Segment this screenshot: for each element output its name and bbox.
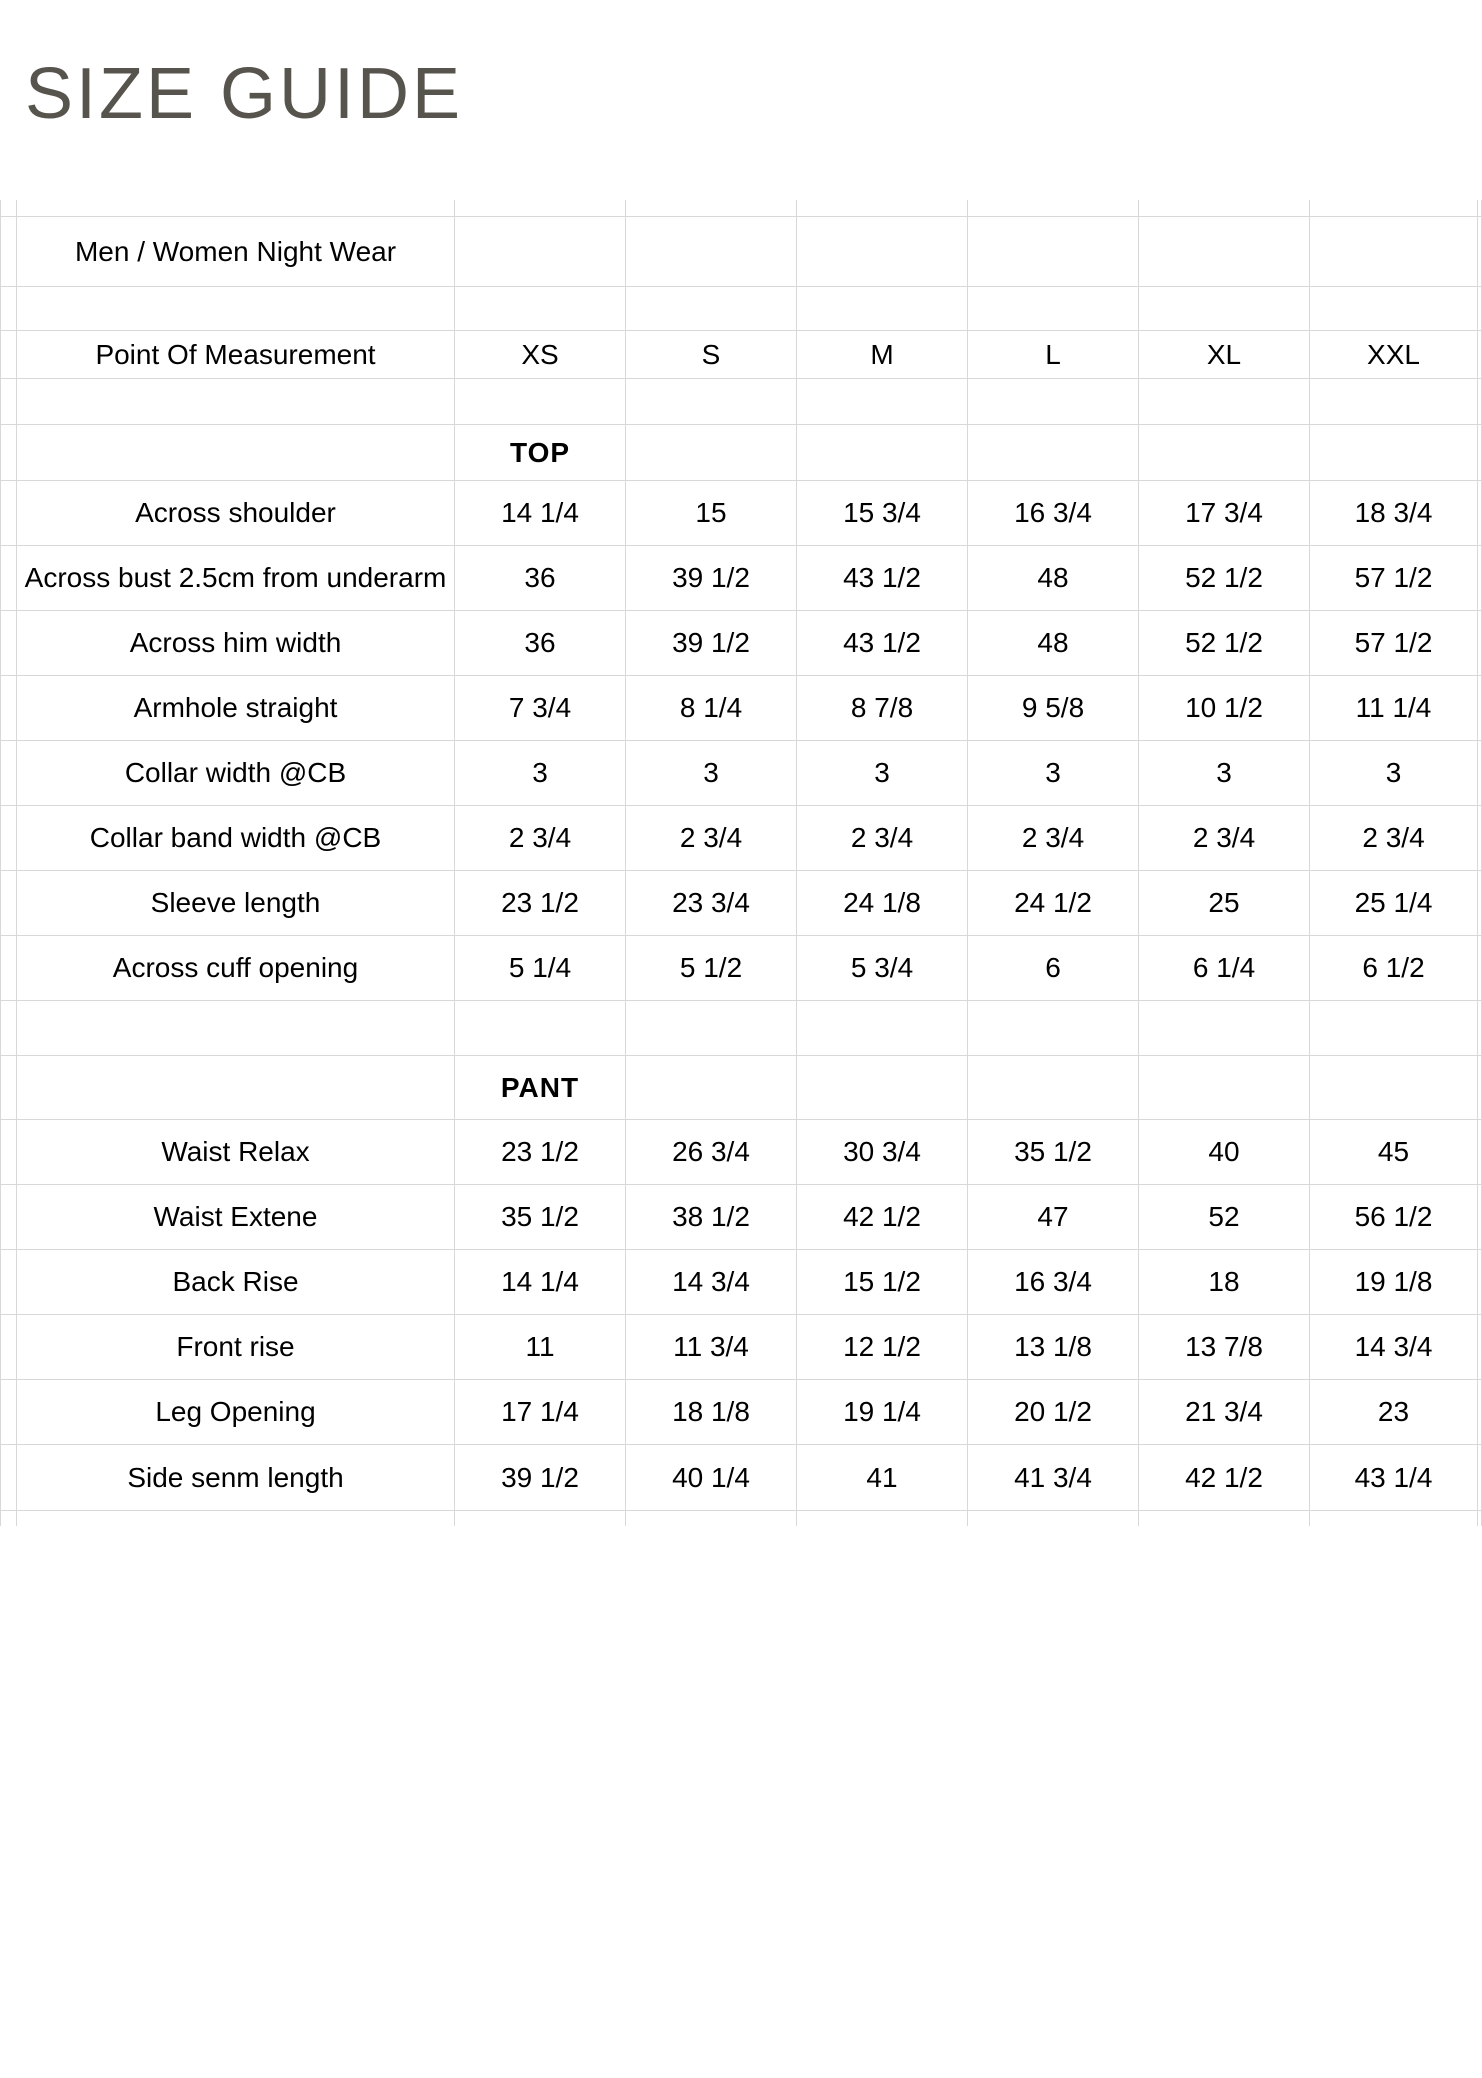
grid-cell bbox=[1310, 379, 1478, 425]
table-row bbox=[0, 1380, 1482, 1445]
size-value: 3 bbox=[968, 741, 1139, 806]
size-value: 14 1/4 bbox=[455, 481, 626, 546]
grid-cell bbox=[17, 287, 455, 331]
table-row bbox=[0, 1315, 1482, 1380]
grid-cell bbox=[455, 379, 626, 425]
size-value: 2 3/4 bbox=[797, 806, 968, 871]
size-column-header-xxl: XXL bbox=[1310, 331, 1478, 379]
grid-cell bbox=[0, 1120, 17, 1185]
size-guide-table bbox=[0, 200, 1482, 1526]
grid-cell bbox=[1310, 1001, 1478, 1056]
grid-cell bbox=[968, 1511, 1139, 1526]
size-value: 39 1/2 bbox=[626, 546, 797, 611]
size-value: 15 3/4 bbox=[797, 481, 968, 546]
size-value: 56 1/2 bbox=[1310, 1185, 1478, 1250]
grid-cell bbox=[1478, 546, 1482, 611]
grid-cell bbox=[797, 379, 968, 425]
grid-cell bbox=[455, 217, 626, 287]
size-value: 13 1/8 bbox=[968, 1315, 1139, 1380]
grid-cell bbox=[797, 1001, 968, 1056]
size-value: 18 bbox=[1139, 1250, 1310, 1315]
measurement-label: Waist Extene bbox=[17, 1185, 455, 1250]
grid-cell bbox=[17, 200, 455, 217]
grid-cell bbox=[0, 1445, 17, 1511]
size-value: 3 bbox=[1310, 741, 1478, 806]
grid-cell bbox=[0, 1056, 17, 1120]
size-value: 23 1/2 bbox=[455, 1120, 626, 1185]
grid-cell bbox=[0, 200, 17, 217]
page-title: SIZE GUIDE bbox=[25, 54, 464, 134]
measurement-label: Across cuff opening bbox=[17, 936, 455, 1001]
size-value: 2 3/4 bbox=[968, 806, 1139, 871]
measurement-label: Back Rise bbox=[17, 1250, 455, 1315]
grid-cell bbox=[0, 1380, 17, 1445]
grid-cell bbox=[1478, 1120, 1482, 1185]
size-value: 8 7/8 bbox=[797, 676, 968, 741]
grid-cell bbox=[1478, 741, 1482, 806]
grid-cell bbox=[968, 287, 1139, 331]
grid-cell bbox=[626, 1056, 797, 1120]
grid-cell bbox=[968, 217, 1139, 287]
size-value: 43 1/4 bbox=[1310, 1445, 1478, 1511]
size-column-header-s: S bbox=[626, 331, 797, 379]
measurement-label: Front rise bbox=[17, 1315, 455, 1380]
size-value: 40 1/4 bbox=[626, 1445, 797, 1511]
grid-cell bbox=[968, 425, 1139, 481]
grid-cell bbox=[1310, 1056, 1478, 1120]
size-value: 3 bbox=[797, 741, 968, 806]
section-header-row-top bbox=[0, 425, 1482, 481]
category-header: Men / Women Night Wear bbox=[17, 217, 455, 287]
grid-cell bbox=[0, 217, 17, 287]
size-value: 17 1/4 bbox=[455, 1380, 626, 1445]
grid-cell bbox=[0, 546, 17, 611]
grid-cell bbox=[968, 1001, 1139, 1056]
grid-cell bbox=[0, 331, 17, 379]
grid-cell bbox=[797, 1056, 968, 1120]
grid-cell bbox=[1310, 425, 1478, 481]
size-value: 6 bbox=[968, 936, 1139, 1001]
size-value: 9 5/8 bbox=[968, 676, 1139, 741]
grid-cell bbox=[1478, 1445, 1482, 1511]
size-value: 23 3/4 bbox=[626, 871, 797, 936]
grid-cell bbox=[0, 287, 17, 331]
grid-cell bbox=[0, 611, 17, 676]
section-label-top: TOP bbox=[455, 425, 626, 481]
size-value: 3 bbox=[1139, 741, 1310, 806]
size-value: 24 1/2 bbox=[968, 871, 1139, 936]
size-value: 41 bbox=[797, 1445, 968, 1511]
size-value: 16 3/4 bbox=[968, 481, 1139, 546]
size-value: 5 1/4 bbox=[455, 936, 626, 1001]
size-value: 14 1/4 bbox=[455, 1250, 626, 1315]
grid-cell bbox=[1139, 217, 1310, 287]
measurement-label: Armhole straight bbox=[17, 676, 455, 741]
size-value: 20 1/2 bbox=[968, 1380, 1139, 1445]
measurement-label: Leg Opening bbox=[17, 1380, 455, 1445]
grid-cell bbox=[1139, 1511, 1310, 1526]
size-value: 2 3/4 bbox=[455, 806, 626, 871]
grid-cell bbox=[626, 1511, 797, 1526]
table-row bbox=[0, 1120, 1482, 1185]
table-row bbox=[0, 611, 1482, 676]
grid-cell bbox=[0, 379, 17, 425]
grid-cell bbox=[1478, 1185, 1482, 1250]
measurement-label: Collar band width @CB bbox=[17, 806, 455, 871]
size-value: 11 1/4 bbox=[1310, 676, 1478, 741]
grid-cell bbox=[1478, 481, 1482, 546]
empty-row bbox=[0, 1001, 1482, 1056]
grid-cell bbox=[0, 871, 17, 936]
section-label-pant: PANT bbox=[455, 1056, 626, 1120]
size-value: 43 1/2 bbox=[797, 546, 968, 611]
grid-cell bbox=[1478, 200, 1482, 217]
grid-cell bbox=[1478, 1315, 1482, 1380]
grid-cell bbox=[1310, 217, 1478, 287]
grid-cell bbox=[1478, 871, 1482, 936]
grid-cell bbox=[0, 1511, 17, 1526]
size-value: 39 1/2 bbox=[455, 1445, 626, 1511]
grid-cell bbox=[1478, 379, 1482, 425]
table-row bbox=[0, 676, 1482, 741]
grid-cell bbox=[1139, 200, 1310, 217]
size-value: 3 bbox=[455, 741, 626, 806]
size-value: 6 1/4 bbox=[1139, 936, 1310, 1001]
table-row bbox=[0, 806, 1482, 871]
size-value: 16 3/4 bbox=[968, 1250, 1139, 1315]
grid-cell bbox=[17, 425, 455, 481]
size-value: 3 bbox=[626, 741, 797, 806]
grid-cell bbox=[1310, 200, 1478, 217]
size-value: 43 1/2 bbox=[797, 611, 968, 676]
measurement-label: Sleeve length bbox=[17, 871, 455, 936]
grid-cell bbox=[1478, 287, 1482, 331]
grid-cell bbox=[1478, 425, 1482, 481]
size-value: 41 3/4 bbox=[968, 1445, 1139, 1511]
grid-cell bbox=[797, 217, 968, 287]
size-value: 13 7/8 bbox=[1139, 1315, 1310, 1380]
size-value: 42 1/2 bbox=[797, 1185, 968, 1250]
measurement-label: Side senm length bbox=[17, 1445, 455, 1511]
size-value: 42 1/2 bbox=[1139, 1445, 1310, 1511]
grid-cell bbox=[1139, 1056, 1310, 1120]
size-value: 23 1/2 bbox=[455, 871, 626, 936]
table-row bbox=[0, 1250, 1482, 1315]
table-row bbox=[0, 546, 1482, 611]
size-value: 48 bbox=[968, 546, 1139, 611]
grid-cell bbox=[0, 936, 17, 1001]
table-row bbox=[0, 871, 1482, 936]
grid-stub-row-top bbox=[0, 200, 1482, 217]
size-column-header-l: L bbox=[968, 331, 1139, 379]
measurement-label: Across bust 2.5cm from underarm bbox=[17, 546, 455, 611]
grid-cell bbox=[968, 1056, 1139, 1120]
table-row bbox=[0, 936, 1482, 1001]
grid-cell bbox=[1478, 331, 1482, 379]
grid-cell bbox=[1478, 1380, 1482, 1445]
grid-cell bbox=[1478, 611, 1482, 676]
size-value: 14 3/4 bbox=[1310, 1315, 1478, 1380]
category-header-row bbox=[0, 217, 1482, 287]
grid-cell bbox=[797, 425, 968, 481]
size-value: 18 1/8 bbox=[626, 1380, 797, 1445]
size-value: 52 1/2 bbox=[1139, 546, 1310, 611]
grid-stub-row-bottom bbox=[0, 1511, 1482, 1526]
size-value: 18 3/4 bbox=[1310, 481, 1478, 546]
grid-cell bbox=[626, 379, 797, 425]
size-value: 25 1/4 bbox=[1310, 871, 1478, 936]
size-value: 17 3/4 bbox=[1139, 481, 1310, 546]
size-value: 30 3/4 bbox=[797, 1120, 968, 1185]
size-value: 12 1/2 bbox=[797, 1315, 968, 1380]
size-value: 23 bbox=[1310, 1380, 1478, 1445]
size-value: 14 3/4 bbox=[626, 1250, 797, 1315]
size-value: 19 1/8 bbox=[1310, 1250, 1478, 1315]
size-value: 24 1/8 bbox=[797, 871, 968, 936]
size-value: 15 bbox=[626, 481, 797, 546]
measurement-column-header: Point Of Measurement bbox=[17, 331, 455, 379]
section-header-row-pant bbox=[0, 1056, 1482, 1120]
grid-cell bbox=[968, 200, 1139, 217]
size-value: 6 1/2 bbox=[1310, 936, 1478, 1001]
grid-cell bbox=[17, 1056, 455, 1120]
size-value: 26 3/4 bbox=[626, 1120, 797, 1185]
size-value: 47 bbox=[968, 1185, 1139, 1250]
grid-cell bbox=[1310, 287, 1478, 331]
size-value: 2 3/4 bbox=[1139, 806, 1310, 871]
grid-cell bbox=[0, 1185, 17, 1250]
grid-cell bbox=[626, 1001, 797, 1056]
table-row bbox=[0, 1185, 1482, 1250]
measurement-label: Waist Relax bbox=[17, 1120, 455, 1185]
size-value: 5 3/4 bbox=[797, 936, 968, 1001]
grid-cell bbox=[1478, 936, 1482, 1001]
size-value: 52 bbox=[1139, 1185, 1310, 1250]
size-value: 10 1/2 bbox=[1139, 676, 1310, 741]
size-value: 5 1/2 bbox=[626, 936, 797, 1001]
grid-cell bbox=[1478, 1511, 1482, 1526]
measurement-label: Across him width bbox=[17, 611, 455, 676]
grid-cell bbox=[1478, 1056, 1482, 1120]
size-value: 2 3/4 bbox=[1310, 806, 1478, 871]
grid-cell bbox=[455, 1511, 626, 1526]
size-value: 40 bbox=[1139, 1120, 1310, 1185]
grid-cell bbox=[17, 379, 455, 425]
size-value: 39 1/2 bbox=[626, 611, 797, 676]
grid-cell bbox=[1139, 1001, 1310, 1056]
size-value: 21 3/4 bbox=[1139, 1380, 1310, 1445]
grid-cell bbox=[17, 1001, 455, 1056]
grid-cell bbox=[0, 481, 17, 546]
grid-cell bbox=[1139, 425, 1310, 481]
size-value: 11 bbox=[455, 1315, 626, 1380]
size-value: 35 1/2 bbox=[455, 1185, 626, 1250]
grid-cell bbox=[1139, 287, 1310, 331]
empty-row bbox=[0, 287, 1482, 331]
grid-cell bbox=[626, 287, 797, 331]
size-column-header-xl: XL bbox=[1139, 331, 1310, 379]
size-value: 36 bbox=[455, 611, 626, 676]
size-value: 36 bbox=[455, 546, 626, 611]
grid-cell bbox=[1310, 1511, 1478, 1526]
grid-cell bbox=[0, 425, 17, 481]
size-value: 15 1/2 bbox=[797, 1250, 968, 1315]
grid-cell bbox=[1478, 217, 1482, 287]
grid-cell bbox=[626, 217, 797, 287]
grid-cell bbox=[0, 676, 17, 741]
size-value: 45 bbox=[1310, 1120, 1478, 1185]
grid-cell bbox=[0, 1001, 17, 1056]
size-value: 57 1/2 bbox=[1310, 611, 1478, 676]
grid-cell bbox=[0, 1250, 17, 1315]
grid-cell bbox=[0, 1315, 17, 1380]
column-header-row bbox=[0, 331, 1482, 379]
grid-cell bbox=[0, 741, 17, 806]
size-value: 38 1/2 bbox=[626, 1185, 797, 1250]
size-value: 19 1/4 bbox=[797, 1380, 968, 1445]
table-row bbox=[0, 481, 1482, 546]
grid-cell bbox=[0, 806, 17, 871]
table-row bbox=[0, 1445, 1482, 1511]
grid-cell bbox=[797, 287, 968, 331]
grid-cell bbox=[1478, 806, 1482, 871]
size-value: 8 1/4 bbox=[626, 676, 797, 741]
size-value: 52 1/2 bbox=[1139, 611, 1310, 676]
size-value: 25 bbox=[1139, 871, 1310, 936]
grid-cell bbox=[455, 287, 626, 331]
grid-cell bbox=[1139, 379, 1310, 425]
grid-cell bbox=[1478, 1001, 1482, 1056]
size-value: 2 3/4 bbox=[626, 806, 797, 871]
size-value: 57 1/2 bbox=[1310, 546, 1478, 611]
measurement-label: Across shoulder bbox=[17, 481, 455, 546]
grid-cell bbox=[1478, 1250, 1482, 1315]
size-value: 11 3/4 bbox=[626, 1315, 797, 1380]
grid-cell bbox=[797, 200, 968, 217]
table-row bbox=[0, 741, 1482, 806]
grid-cell bbox=[626, 425, 797, 481]
size-column-header-xs: XS bbox=[455, 331, 626, 379]
grid-cell bbox=[626, 200, 797, 217]
grid-cell bbox=[455, 1001, 626, 1056]
grid-cell bbox=[797, 1511, 968, 1526]
grid-cell bbox=[17, 1511, 455, 1526]
empty-row bbox=[0, 379, 1482, 425]
size-value: 48 bbox=[968, 611, 1139, 676]
size-value: 7 3/4 bbox=[455, 676, 626, 741]
grid-cell bbox=[455, 200, 626, 217]
size-value: 35 1/2 bbox=[968, 1120, 1139, 1185]
grid-cell bbox=[968, 379, 1139, 425]
measurement-label: Collar width @CB bbox=[17, 741, 455, 806]
grid-cell bbox=[1478, 676, 1482, 741]
size-column-header-m: M bbox=[797, 331, 968, 379]
